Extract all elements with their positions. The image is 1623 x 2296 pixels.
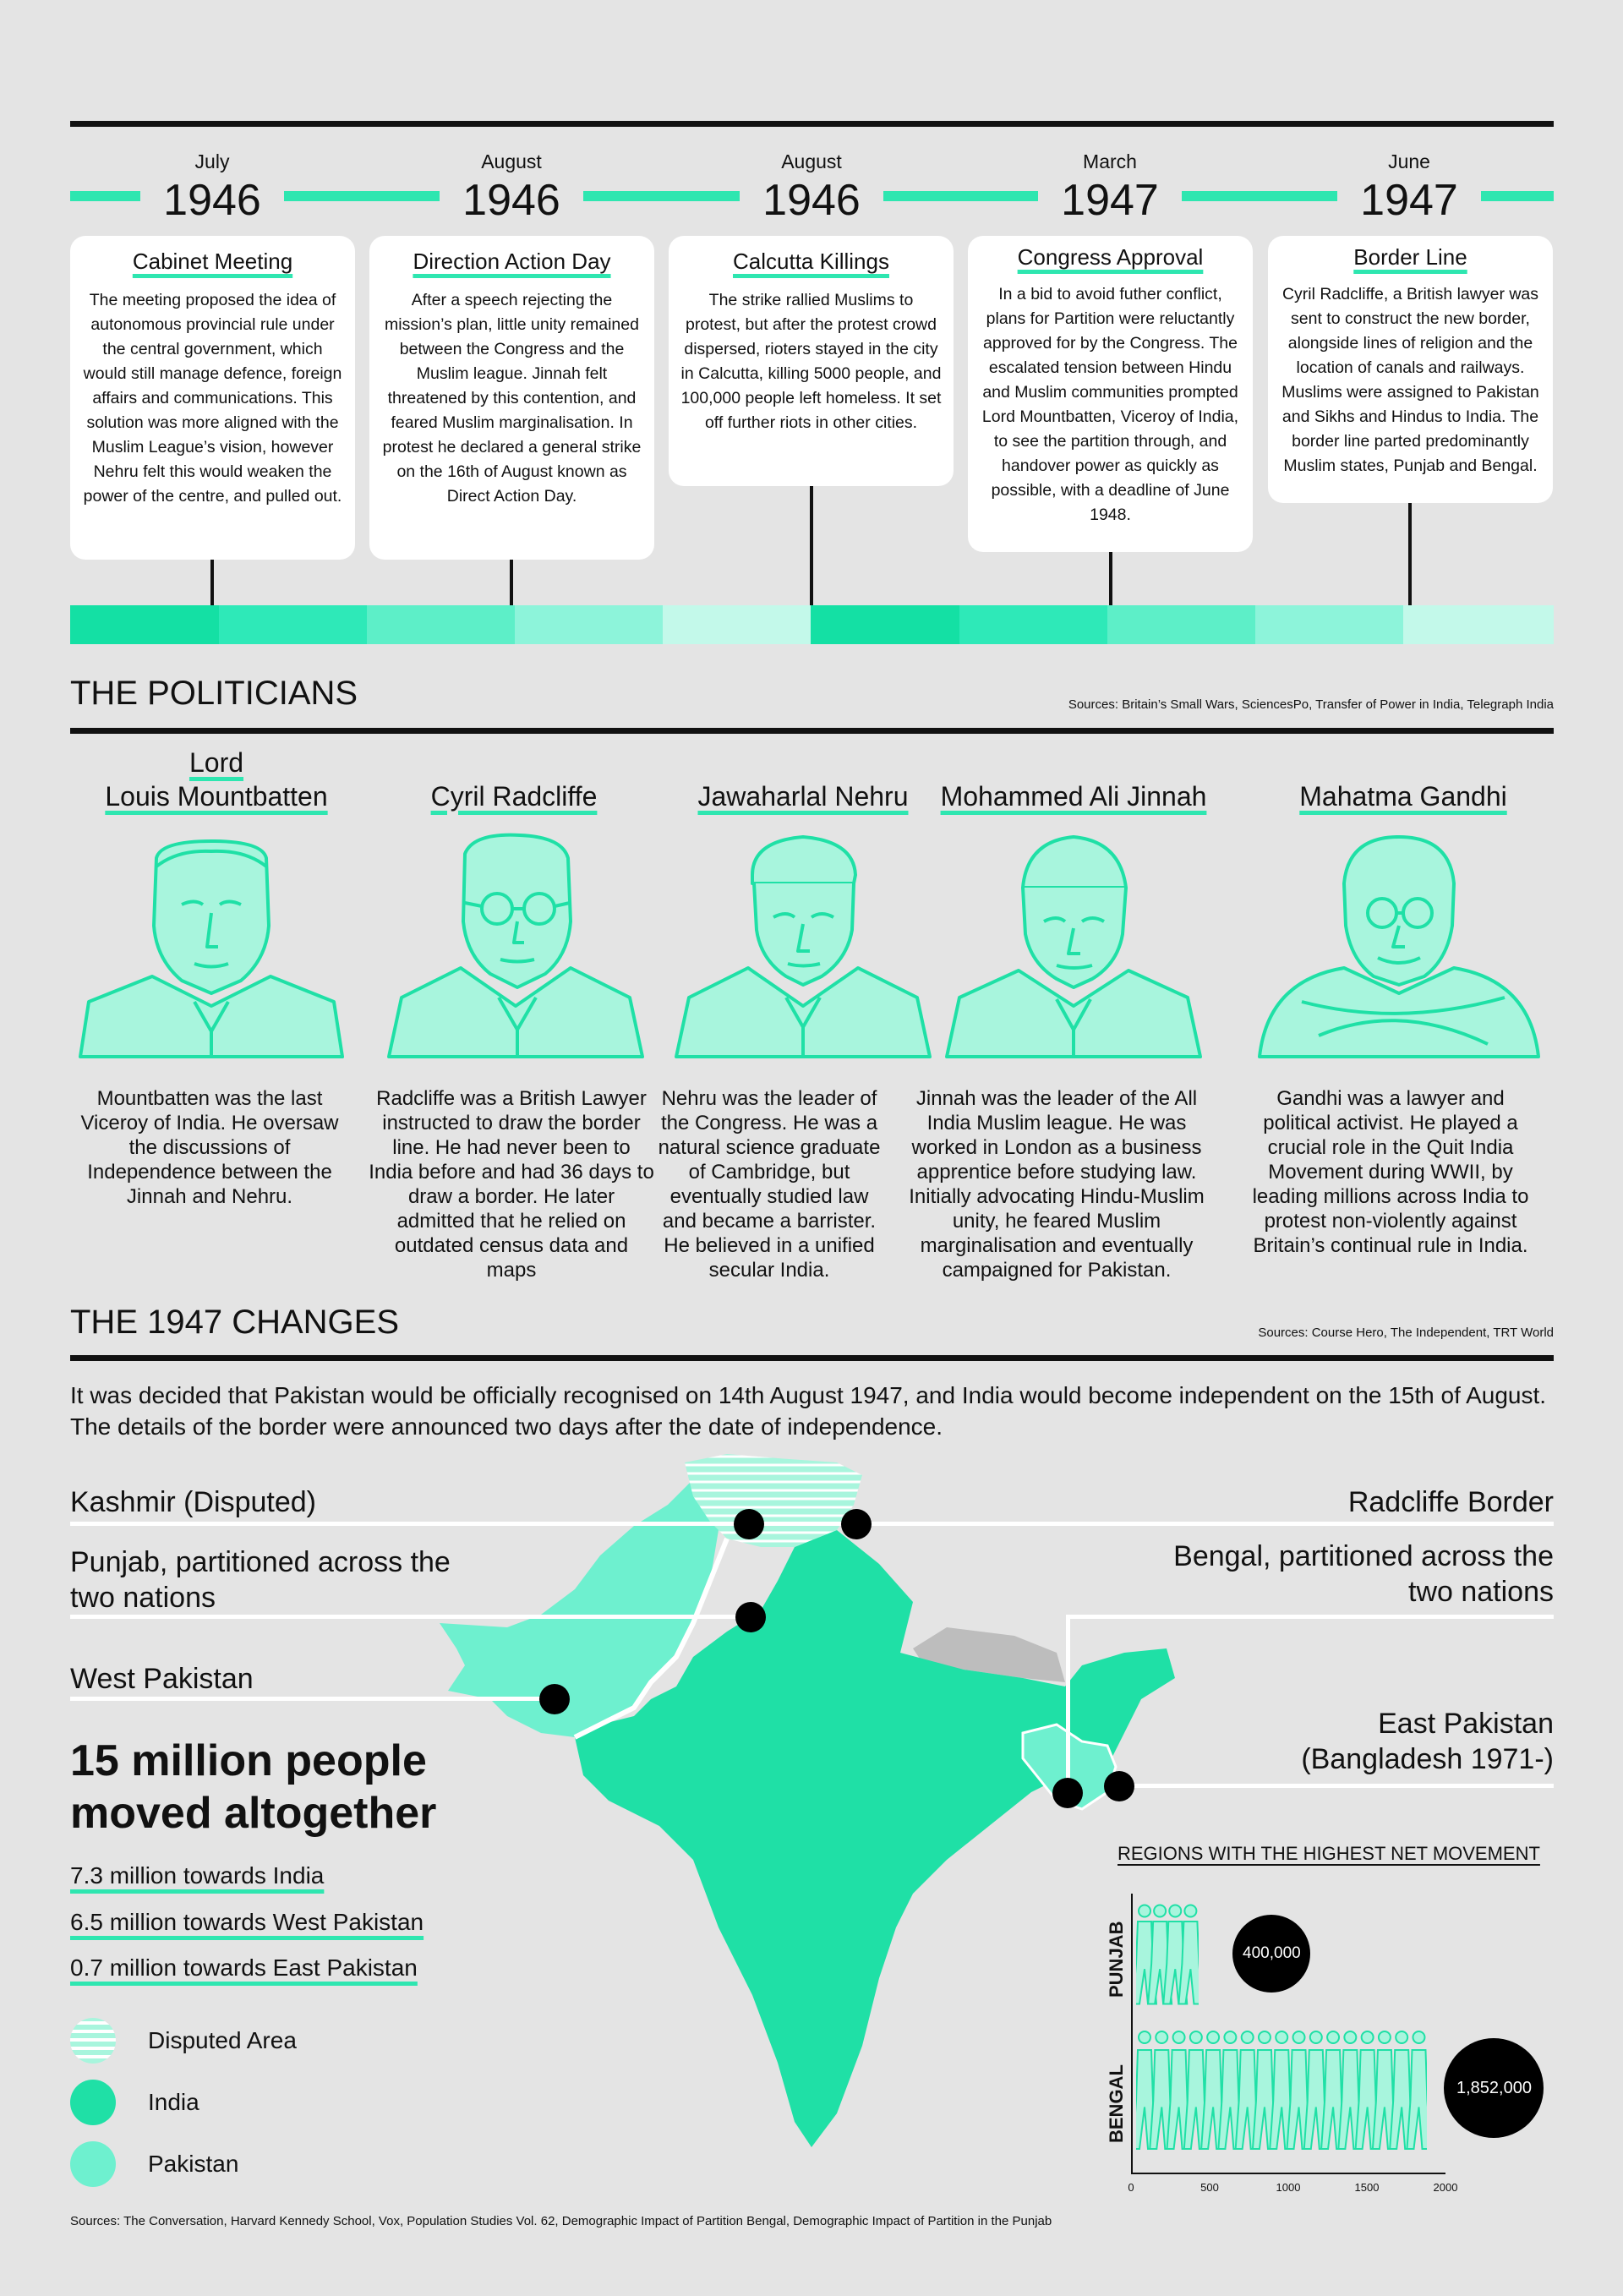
x-tick-label: 1000: [1276, 2181, 1301, 2194]
changes-intro: It was decided that Pakistan would be officially recognised on 14th August 1947, and India would become independent on the 15th of August. The details of the border were announced two days after the date of independence.: [70, 1382, 1547, 1440]
politician-name-text: Mahatma Gandhi: [1299, 781, 1507, 812]
timeline-card: [70, 236, 355, 560]
timeline-card-title: Congress Approval: [1017, 244, 1204, 270]
east-pakistan-marker: [1104, 1771, 1134, 1801]
politician-name: [938, 779, 1209, 813]
bengal-leader-drop: [1066, 1615, 1070, 1784]
politician-name-text: Cyril Radcliffe: [430, 781, 598, 812]
timeline-card: [968, 236, 1253, 552]
net-movement-title: REGIONS WITH THE HIGHEST NET MOVEMENT: [1118, 1843, 1540, 1864]
legend-label: Pakistan: [148, 2151, 239, 2177]
band-segment: [1403, 605, 1554, 644]
timeline-card: [369, 236, 654, 560]
walking-person-mark: [1178, 1905, 1199, 2004]
top-rule: [70, 121, 1554, 127]
x-tick-label: 0: [1128, 2181, 1134, 2194]
timeline-stem: [810, 486, 813, 605]
walking-person-mark: [1407, 2031, 1427, 2149]
timeline-stem: [510, 560, 513, 605]
timeline-card: [669, 236, 954, 486]
politician-description: Nehru was the leader of the Congress. He was a natural science graduate of Cambridge, but eventually studied law and became a barrister. He believed in a unified secular India.: [658, 1087, 881, 1282]
west-pakistan-leader-line: [70, 1697, 556, 1701]
band-segment: [219, 605, 367, 644]
kashmir-label: Kashmir (Disputed): [70, 1486, 316, 1518]
politician-name-text: Mohammed Ali Jinnah: [940, 781, 1207, 812]
timeline-card-text: After a speech rejecting the mission’s plan, little unity remained between the Congress and the Muslim league. Jinnah felt threatened by this contention, and feared Muslim marginalisation. In protest he declared a general strike on the 16th of August known as Direct Action Day.: [382, 291, 642, 506]
india-circle-icon: [70, 2080, 116, 2125]
punjab-label: Punjab, partitioned across the two nations: [70, 1546, 451, 1614]
x-tick-label: 1500: [1354, 2181, 1380, 2194]
changes-sources: Sources: Course Hero, The Independent, TRT World: [1258, 1326, 1554, 1340]
west-pakistan-label: West Pakistan: [70, 1663, 254, 1695]
bengal-marker: [1052, 1778, 1083, 1808]
east-pakistan-label: [1301, 1706, 1554, 1777]
band-segment: [1255, 605, 1403, 644]
hatched-circle-icon: [70, 2018, 116, 2064]
politician-description: Radcliffe was a British Lawyer instructed to draw the border line. He had never been to India before and had 36 days to draw a border. He later admitted that he relied on outdated census data and maps: [369, 1087, 654, 1282]
band-segment: [811, 605, 959, 644]
timeline-month: March: [1083, 150, 1137, 172]
timeline-card-text: The meeting proposed the idea of autonomous provincial rule under the central government, which would still manage defence, foreign affairs and communications. This solution was more aligned with the Muslim League’s vision, however Nehru felt this would weaken the power of the centre, and pulled out.: [83, 291, 342, 506]
politician-description: Gandhi was a lawyer and political activist. He played a crucial role in the Quit India Movement during WWII, by leading millions across India to protest non-violently against Britain’s continual rule in India.: [1252, 1087, 1529, 1257]
band-segment: [1107, 605, 1255, 644]
walking-people-icon: [1136, 1900, 1199, 2006]
timeline-month: August: [781, 150, 842, 172]
east-pakistan-label-line2: (Bangladesh 1971-): [1301, 1743, 1554, 1775]
timeline-year: 1947: [1038, 173, 1182, 227]
radcliffe-leader-line: [854, 1522, 1554, 1526]
changes-title: THE 1947 CHANGES: [70, 1304, 400, 1341]
timeline-year: 1947: [1337, 173, 1481, 227]
punjab-leader-line: [70, 1615, 751, 1619]
politicians-title: THE POLITICIANS: [70, 675, 358, 712]
timeline-year: 1946: [140, 173, 284, 227]
politician-description: Jinnah was the leader of the All India Muslim league. He was worked in London as a business apprentice before studying law. Initially advocating Hindu-Muslim unity, he feared Muslim marginalisation and eventually campaigned for Pakistan.: [909, 1087, 1205, 1282]
politicians-sources: Sources: Britain’s Small Wars, SciencesPo, Transfer of Power in India, Telegraph India: [1068, 697, 1554, 712]
politician-name-line1: Lord: [189, 747, 244, 778]
pakistan-circle-icon: [70, 2141, 116, 2187]
politician-name: [668, 779, 938, 813]
timeline-card-title: Calcutta Killings: [733, 249, 889, 274]
x-tick-label: 2000: [1433, 2181, 1458, 2194]
migration-headline: 15 million people moved altogether: [70, 1736, 437, 1838]
timeline-year: 1946: [440, 173, 583, 227]
timeline-card-title: Direction Action Day: [413, 249, 611, 274]
gandhi-portrait: [1251, 833, 1547, 1061]
mountbatten-portrait: [76, 833, 347, 1061]
bengal-label: Bengal, partitioned across the two nations: [1173, 1540, 1554, 1608]
politician-description: Mountbatten was the last Viceroy of India. He oversaw the discussions of Independence between the Jinnah and Nehru.: [80, 1087, 339, 1208]
timeline-stem: [210, 560, 214, 605]
migration-stat: 6.5 million towards West Pakistan: [70, 1909, 424, 1935]
timeline-month: August: [481, 150, 542, 172]
west-pakistan-marker: [539, 1684, 570, 1714]
chart-x-axis: [1131, 2173, 1445, 2174]
nehru-portrait: [668, 824, 938, 1061]
region-label: BENGAL: [1106, 2064, 1127, 2143]
timeline-card-text: In a bid to avoid futher conflict, plans for Partition were reluctantly approved for by the Congress. The escalated tension between Hindu and Muslim communities prompted Lord Mountbatten, Viceroy of India, to see the partition through, and handover power as quickly as possible, with a deadline of June 1948.: [981, 285, 1239, 524]
politician-name-text: Jawaharlal Nehru: [697, 781, 909, 812]
politician-name: [1268, 779, 1538, 813]
timeline-month: June: [1388, 150, 1430, 172]
movement-value-bubble: 400,000: [1232, 1915, 1310, 1993]
x-tick-label: 500: [1200, 2181, 1219, 2194]
jinnah-portrait: [938, 828, 1209, 1061]
migration-stat: 7.3 million towards India: [70, 1862, 325, 1889]
chart-y-axis: [1131, 1894, 1133, 2173]
band-segment: [70, 605, 219, 644]
radcliffe-label: Radcliffe Border: [1347, 1486, 1554, 1518]
band-segment: [367, 605, 515, 644]
kashmir-marker: [734, 1509, 764, 1539]
politicians-rule: [70, 728, 1554, 734]
timeline-card: [1268, 236, 1553, 503]
timeline-card-text: The strike rallied Muslims to protest, but after the protest crowd dispersed, rioters stayed in the city in Calcutta, killing 5000 people, and 100,000 people left homeless. It set off further riots in other cities.: [680, 291, 942, 432]
migration-stat: 0.7 million towards East Pakistan: [70, 1954, 418, 1981]
band-segment: [959, 605, 1107, 644]
region-label: PUNJAB: [1106, 1921, 1127, 1998]
legend-label: India: [148, 2089, 199, 2115]
politician-name-line2: Louis Mountbatten: [105, 781, 328, 812]
timeline-card-text: Cyril Radcliffe, a British lawyer was sent to construct the new border, alongside lines of religion and the location of canals and railways. Muslims were assigned to Pakistan and Sikhs and Hindus to India. The border line parted predominantly Muslim states, Punjab and Bengal.: [1281, 285, 1539, 475]
bengal-leader-line: [1066, 1615, 1554, 1619]
timeline-month: July: [194, 150, 230, 172]
band-segment: [515, 605, 663, 644]
politician-name: [81, 746, 352, 813]
timeline-card-title: Border Line: [1353, 244, 1467, 270]
timeline-stem: [1109, 552, 1112, 605]
punjab-marker: [735, 1602, 766, 1632]
timeline-stem: [1408, 503, 1412, 605]
east-pakistan-label-line1: East Pakistan: [1378, 1708, 1554, 1740]
timeline-year: 1946: [740, 173, 883, 227]
footer-sources: Sources: The Conversation, Harvard Kennedy School, Vox, Population Studies Vol. 62, Demographic Impact of Partition Bengal, Demographic Impact of Partition in the Punjab: [70, 2214, 1052, 2228]
radcliffe-marker: [841, 1509, 872, 1539]
changes-rule: [70, 1355, 1554, 1361]
radcliffe-portrait: [380, 828, 651, 1061]
movement-value-bubble: 1,852,000: [1444, 2038, 1544, 2138]
band-segment: [663, 605, 811, 644]
timeline-card-title: Cabinet Meeting: [132, 249, 293, 274]
legend-label: Disputed Area: [148, 2027, 297, 2053]
walking-people-icon: [1136, 2025, 1427, 2151]
politician-name: [379, 779, 649, 813]
east-pakistan-leader-line: [1120, 1784, 1554, 1788]
